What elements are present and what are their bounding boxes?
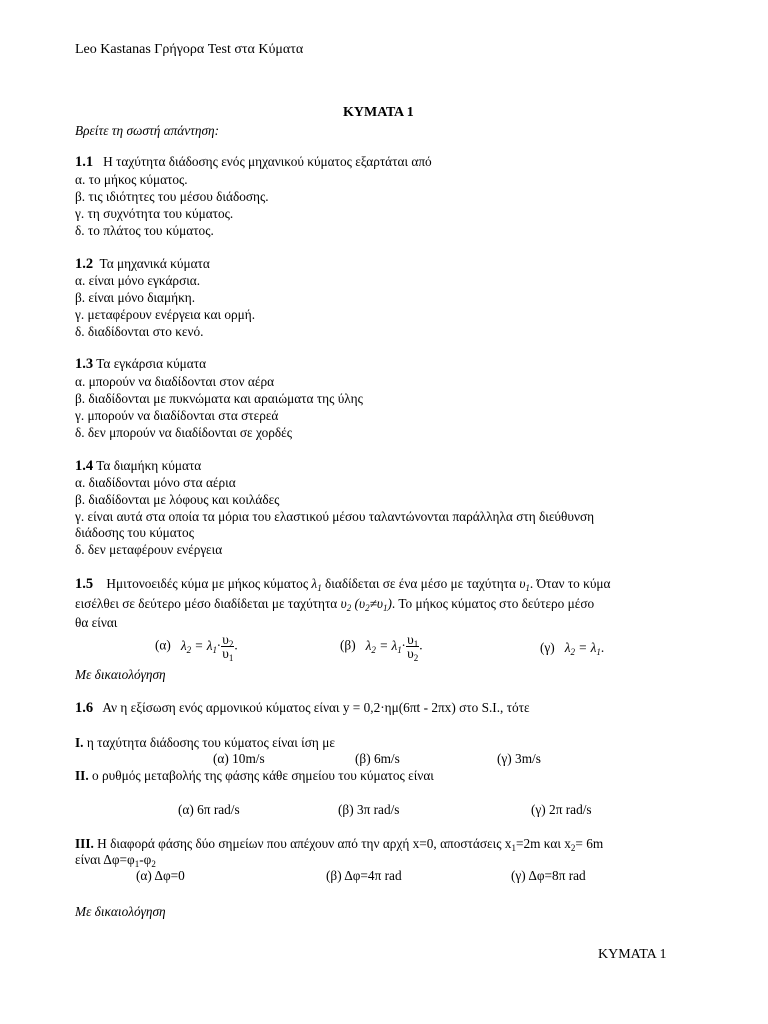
question-text: Τα εγκάρσια κύματα xyxy=(96,356,207,371)
question-text: Τα διαμήκη κύματα xyxy=(96,458,202,473)
subquestion-label: ΙΙ. xyxy=(75,768,89,783)
option-item: διάδοσης του κύματος xyxy=(75,525,194,540)
option-item: δ. διαδίδονται στο κενό. xyxy=(75,324,204,339)
question-1-6 xyxy=(75,700,530,717)
option-item: γ. μπορούν να διαδίδονται στα στερεά xyxy=(75,408,279,423)
option-item: (α) 10m/s xyxy=(213,751,265,766)
subquestion-text: ο ρυθμός μεταβολής της φάσης κάθε σημείου του κύματος είναι xyxy=(88,768,434,783)
subquestion-text: =2m και x xyxy=(515,836,571,851)
subquestion-II xyxy=(75,768,434,784)
justification-note: Με δικαιολόγηση xyxy=(75,904,166,919)
question-number: 1.3 xyxy=(75,356,94,372)
option-item: (γ) Δφ=8π rad xyxy=(511,868,586,883)
question-1-5 xyxy=(75,576,611,593)
question-1-1 xyxy=(75,154,432,171)
option-b-formula: (β) $\lambda_2 = \lambda_1\cdot$ $\frac{\upsilon_1}{\upsilon_2}$ . xyxy=(340,632,423,663)
justification-note: Με δικαιολόγηση xyxy=(75,667,166,682)
option-a-formula: (α) $\lambda_2 = \lambda_1\cdot$ $\frac{\upsilon_2}{\upsilon_1}$ . xyxy=(155,632,238,663)
subquestion-text: η ταχύτητα διάδοσης του κύματος είναι ίση με xyxy=(83,735,335,750)
option-item: α. είναι μόνο εγκάρσια. xyxy=(75,273,201,288)
subquestion-label: Ι. xyxy=(75,735,84,750)
subquestion-text: = 6m xyxy=(575,836,604,851)
question-text: θα είναι xyxy=(75,615,118,630)
option-c-formula: (γ) $\lambda_2 = \lambda_1$. xyxy=(540,640,605,657)
question-number: 1.1 xyxy=(75,154,94,170)
option-label: (α) xyxy=(155,637,171,653)
subquestion-III: ΙΙΙ. Η διαφορά φάσης δύο σημείων που απέχουν από την αρχή x=0, αποστάσεις $x_1=2m$ και $x_2= 6m$ xyxy=(75,836,604,853)
question-1-5-line2 xyxy=(75,596,594,612)
question-text: . Όταν το κύμα xyxy=(529,576,611,591)
question-1-3 xyxy=(75,356,206,373)
option-item: (α) Δφ=0 xyxy=(136,868,185,883)
v-2-symbol: $\upsilon_2$ $(\upsilon_2\ne\upsilon_1)$ xyxy=(340,596,392,613)
question-number: 1.2 xyxy=(75,256,94,272)
v-1-symbol: $\upsilon_1$ xyxy=(519,576,530,593)
option-item: (α) 6π rad/s xyxy=(178,802,240,817)
option-label: (β) xyxy=(340,637,356,653)
page-title: ΚΥΜΑΤΑ 1 xyxy=(343,105,414,120)
subquestion-text: είναι Δφ=φ xyxy=(75,852,135,867)
question-text: εισέλθει σε δεύτερο μέσο διαδίδεται με ταχύτητα xyxy=(75,596,341,611)
question-1-2 xyxy=(75,256,210,273)
option-item: (β) 3π rad/s xyxy=(338,802,400,817)
option-item: β. διαδίδονται με λόφους και κοιλάδες xyxy=(75,492,280,507)
option-item: β. τις ιδιότητες του μέσου διάδοσης. xyxy=(75,189,269,204)
document-header: Leo Kastanas Γρήγορα Test στα Κύματα xyxy=(75,42,304,57)
page-footer: ΚΥΜΑΤΑ 1 xyxy=(598,947,667,962)
question-text: . Το μήκος κύματος στο δεύτερο μέσο xyxy=(391,596,595,611)
option-item: δ. το πλάτος του κύματος. xyxy=(75,223,214,238)
option-item: δ. δεν μεταφέρουν ενέργεια xyxy=(75,542,223,557)
subquestion-I xyxy=(75,735,335,751)
question-text: διαδίδεται σε ένα μέσο με ταχύτητα xyxy=(321,576,520,591)
option-item: α. διαδίδονται μόνο στα αέρια xyxy=(75,475,236,490)
subquestion-text: Η διαφορά φάσης δύο σημείων που απέχουν από την αρχή x=0, αποστάσεις x xyxy=(93,836,512,851)
question-number: 1.6 xyxy=(75,700,94,716)
option-item: (β) 6m/s xyxy=(355,751,400,766)
instruction-text: Βρείτε τη σωστή απάντηση: xyxy=(75,123,220,138)
option-item: β. είναι μόνο διαμήκη. xyxy=(75,290,196,305)
option-item: γ. τη συχνότητα του κύματος. xyxy=(75,206,234,221)
subquestion-III-line2: είναι $\Delta\varphi=\varphi_1-\varphi_2$ xyxy=(75,852,156,869)
lambda-1-symbol: $\lambda_1$ xyxy=(311,576,322,593)
option-item: (γ) 3m/s xyxy=(497,751,541,766)
option-item: γ. είναι αυτά στα οποία τα μόρια του ελαστικού μέσου ταλαντώνονται παράλληλα στη διεύθυνση xyxy=(75,509,595,524)
option-item: α. το μήκος κύματος. xyxy=(75,172,188,187)
option-label: (γ) xyxy=(540,640,555,655)
option-item: γ. μεταφέρουν ενέργεια και ορμή. xyxy=(75,307,256,322)
option-item: β. διαδίδονται με πυκνώματα και αραιώματα της ύλης xyxy=(75,391,363,406)
option-item: (β) Δφ=4π rad xyxy=(326,868,402,883)
question-text: Αν η εξίσωση ενός αρμονικού κύματος είναι y = 0,2·ημ(6πt - 2πx) στο S.I., τότε xyxy=(102,700,530,715)
question-text: Ημιτονοειδές κύμα με μήκος κύματος xyxy=(106,576,312,591)
option-item: δ. δεν μπορούν να διαδίδονται σε χορδές xyxy=(75,425,292,440)
question-text: Τα μηχανικά κύματα xyxy=(99,256,210,271)
question-text: Η ταχύτητα διάδοσης ενός μηχανικού κύματος εξαρτάται από xyxy=(103,154,432,169)
question-1-4 xyxy=(75,458,201,475)
question-number: 1.5 xyxy=(75,576,94,592)
question-number: 1.4 xyxy=(75,458,94,474)
subquestion-label: ΙΙΙ. xyxy=(75,836,94,851)
option-item: (γ) 2π rad/s xyxy=(531,802,592,817)
option-item: α. μπορούν να διαδίδονται στον αέρα xyxy=(75,374,275,389)
